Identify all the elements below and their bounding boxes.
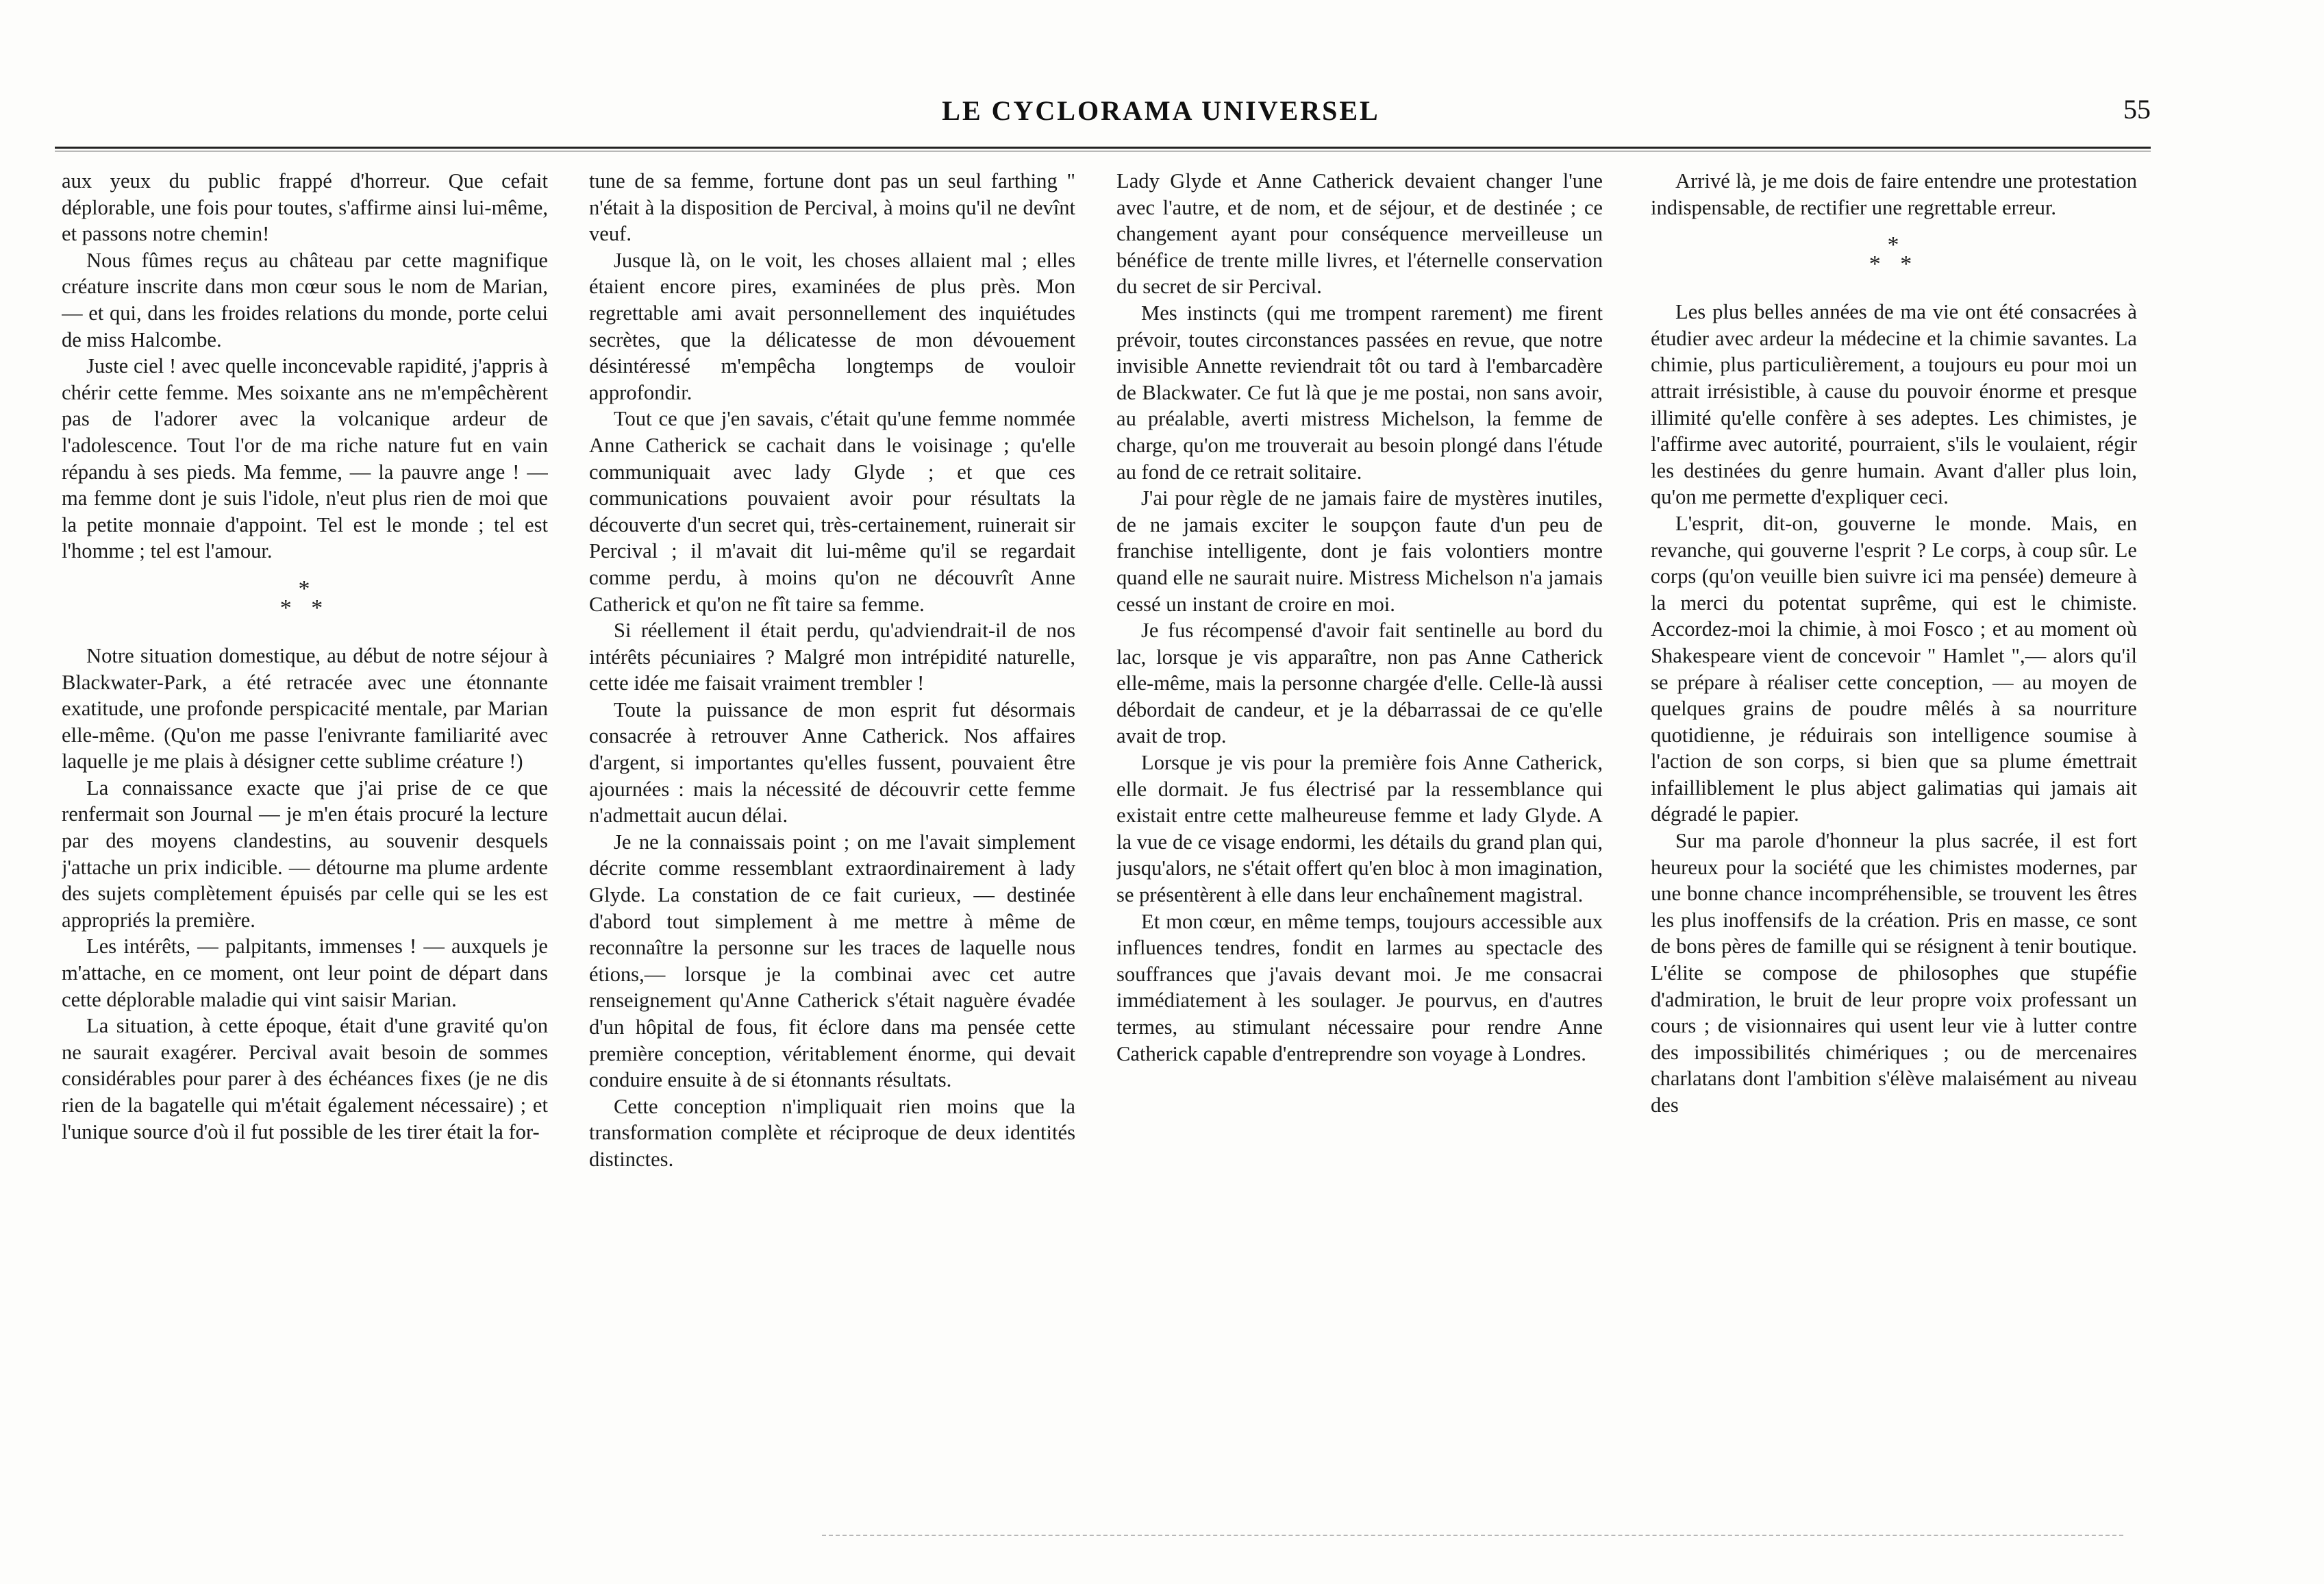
- paragraph: Je fus récompensé d'avoir fait sentinelle au bord du lac, lorsque je vis apparaître, non pas Anne Catherick elle-même, mais la personne chargée d'elle. Celle-là aussi débordait de candeur, et je la débarrassai de ce qu'elle avait de trop.: [1116, 619, 1603, 748]
- paragraph: J'ai pour règle de ne jamais faire de mystères inutiles, de ne jamais exciter le soupçon faute d'un peu de franchise intelligente, dont je fais volontiers montre quand elle ne saurait nuire. Mistress Michelson n'a jamais cessé un instant de croire en moi.: [1116, 486, 1603, 616]
- paragraph: Arrivé là, je me dois de faire entendre une protestation indispensable, de rectifier une regrettable erreur.: [1651, 169, 2137, 219]
- page-header: [55, 88, 2267, 136]
- paragraph: Jusque là, on le voit, les choses allaient mal ; elles étaient encore pires, examinées de plus près. Mon regrettable ami avait personnellement des inquiétudes secrètes, que la délicatesse de mon dévouement désintéressé m'empêcha longtemps de vouloir approfondir.: [589, 248, 1075, 404]
- paragraph: Toute la puissance de mon esprit fut désormais consacrée à retrouver Anne Catherick. Nos affaires d'argent, si importantes qu'elles fussent, pouvaient être ajournées : mais la nécessité de découvrir cette femme n'admettait aucun délai.: [589, 697, 1075, 828]
- paragraph: Tout ce que j'en savais, c'était qu'une femme nommée Anne Catherick se cachait dans le voisinage ; qu'elle communiquait avec lady Glyde ; et que ces communications pouvaient avoir pour résultats la découverte d'un secret qui, très-certainement, ruinerait sir Percival ; il m'avait dit lui-même qu'il se regardait comme perdu, à moins qu'on ne découvrît Anne Catherick et qu'on ne fît taire sa femme.: [589, 407, 1075, 616]
- page-number: 55: [2123, 94, 2151, 125]
- ornament-star-top: *: [298, 576, 312, 602]
- paragraph: Cette conception n'impliquait rien moins que la transformation complète et réciproque de deux identités distinctes.: [589, 1094, 1075, 1171]
- paragraph: Lady Glyde et Anne Catherick devaient changer l'une avec l'autre, et de nom, et de séjour, et de destinée ; ce changement ayant pour conséquence merveilleuse un bénéfice de trente mille livres, et l'éternelle conservation du secret de sir Percival.: [1116, 169, 1603, 299]
- section-ornament: [1651, 221, 2137, 299]
- ornament-star-bottom: * *: [279, 595, 330, 621]
- paragraph: aux yeux du public frappé d'horreur. Que cefait déplorable, une fois pour toutes, s'affirme ainsi lui-même, et passons notre chemin!: [62, 169, 548, 246]
- paragraph: La connaissance exacte que j'ai prise de ce que renfermait son Journal — je m'en étais procuré la lecture par des moyens clandestins, au souvenir desquels j'attache un prix indicible. — détourne ma plume ardente des sujets complètement épuisés par celle qui se les est appropriés la première.: [62, 776, 548, 932]
- text-columns: [62, 168, 2164, 1463]
- paragraph: Notre situation domestique, au début de notre séjour à Blackwater-Park, a été retracée avec une étonnante exatitude, une profonde perspicacité mentale, par Marian elle-même. (Qu'on me passe l'enivrante familiarité avec laquelle je me plais à désigner cette sublime créature !): [62, 643, 548, 774]
- section-ornament: [62, 565, 548, 643]
- paragraph: tune de sa femme, fortune dont pas un seul farthing " n'était à la disposition de Percival, à moins qu'il ne devînt veuf.: [589, 169, 1075, 246]
- paragraph: Les intérêts, — palpitants, immenses ! — auxquels je m'attache, en ce moment, ont leur point de départ dans cette déplorable maladie qui vint saisir Marian.: [62, 935, 548, 1011]
- paragraph: Mes instincts (qui me trompent rarement) me firent prévoir, toutes circonstances passées en revue, que notre invisible Annette reviendrait tôt ou tard à l'embarcadère de Blackwater. Ce fut là que je me postai, non sans avoir, au préalable, averti mistress Michelson, la femme de charge, qu'on me trouverait au besoin plongé dans l'étude au fond de ce retrait solitaire.: [1116, 301, 1603, 484]
- paragraph: Je ne la connaissais point ; on me l'avait simplement décrite comme ressemblant extraordinairement à lady Glyde. La constation de ce fait curieux, — destinée d'abord tout simplement à me mettre à même de reconnaître la personne sur les traces de laquelle nous étions,— lorsque je la combinai avec cet autre renseignement qu'Anne Catherick s'était naguère évadée d'un hôpital de fous, fit éclore dans ma pensée cette première conception, véritablement énorme, qui devait conduire ensuite à de si étonnants résultats.: [589, 830, 1075, 1092]
- paragraph: Les plus belles années de ma vie ont été consacrées à étudier avec ardeur la médecine et la chimie savantes. La chimie, plus particulièrement, a toujours eu pour moi un attrait irrésistible, à cause du pouvoir énorme et presque illimité qu'elle confère à ses adeptes. Les chimistes, je l'affirme avec autorité, pourraient, s'ils le voulaient, régir les destinées du genre humain. Avant d'aller plus loin, qu'on me permette d'expliquer ceci.: [1651, 300, 2137, 509]
- paragraph: Et mon cœur, en même temps, toujours accessible aux influences tendres, fondit en larmes au spectacle des souffrances que j'avais devant moi. Je me consacrai immédiatement à les soulager. Je pourvus, en d'autres termes, au stimulant nécessaire pour rendre Anne Catherick capable d'entreprendre son voyage à Londres.: [1116, 909, 1603, 1065]
- column-2: [589, 168, 1075, 1463]
- column-3: [1116, 168, 1603, 1463]
- scan-artifact-line: [822, 1535, 2123, 1536]
- running-title: LE CYCLORAMA UNIVERSEL: [942, 95, 1380, 126]
- paragraph: L'esprit, dit-on, gouverne le monde. Mais, en revanche, qui gouverne l'esprit ? Le corps, à coup sûr. Le corps (qu'on veuille bien suivre ici ma pensée) demeure à la merci du potentat suprême, qui est le chimiste. Accordez-moi la chimie, à moi Fosco ; et au moment où Shakespeare vient de concevoir " Hamlet ",— alors qu'il se prépare à réaliser cette conception, — au moyen de quelques grains de poudre mêlés à sa nourriture quotidienne, je réduirais son intelligence soumise à l'action de son corps, si bien que sa plume émettrait infailliblement le plus abject galimatias qui jamais ait dégradé le papier.: [1651, 511, 2137, 826]
- paragraph: Lorsque je vis pour la première fois Anne Catherick, elle dormait. Je fus électrisé par la ressemblance qui existait entre cette malheureuse femme et lady Glyde. A la vue de ce visage endormi, les détails du grand plan qui, jusqu'alors, ne s'était offert qu'en bloc à mon imagination, se présentèrent à elle dans leur enchaînement magistral.: [1116, 751, 1603, 907]
- column-1: [62, 168, 548, 1463]
- ornament-star-top: *: [1887, 232, 1901, 258]
- paragraph: Si réellement il était perdu, qu'adviendrait-il de nos intérêts pécuniaires ? Malgré mon intrépidité naturelle, cette idée me faisait vraiment trembler !: [589, 619, 1075, 695]
- column-4: [1651, 168, 2137, 1463]
- paragraph: La situation, à cette époque, était d'une gravité qu'on ne saurait exagérer. Percival avait besoin de sommes considérables pour parer à des échéances fixes (je ne dis rien de la bagatelle qui m'était également nécessaire) ; et l'unique source d'où il fut possible de les tirer était la for-: [62, 1014, 548, 1143]
- header-rule: [55, 147, 2151, 151]
- paragraph: Sur ma parole d'honneur la plus sacrée, il est fort heureux pour la société que les chimistes modernes, par une bonne chance incompréhensible, se trouvent les êtres les plus inoffensifs de la création. Pris en masse, ce sont de bons pères de famille qui se résignent à tenir boutique. L'élite se compose de philosophes que stupéfie d'admiration, le bruit de leur propre voix professant un cours ; de visionnaires qui usent leur vie à lutter contre des impossibilités chimériques ; ou de mercenaires charlatans dont l'ambition s'élève malaisément au niveau des: [1651, 829, 2137, 1117]
- paragraph: Nous fûmes reçus au château par cette magnifique créature inscrite dans mon cœur sous le nom de Marian, — et qui, dans les froides relations du monde, porte celui de miss Halcombe.: [62, 248, 548, 351]
- paragraph: Juste ciel ! avec quelle inconcevable rapidité, j'appris à chérir cette femme. Mes soixante ans ne m'empêchèrent pas de l'adorer avec la volcanique ardeur de l'adolescence. Tout l'or de ma riche nature fut en vain répandu à ses pieds. Ma femme, — la pauvre ange ! — ma femme dont je suis l'idole, n'eut plus rien de moi que la petite monnaie d'appoint. Tel est le monde ; tel est l'homme ; tel est l'amour.: [62, 354, 548, 563]
- ornament-star-bottom: * *: [1869, 251, 1919, 277]
